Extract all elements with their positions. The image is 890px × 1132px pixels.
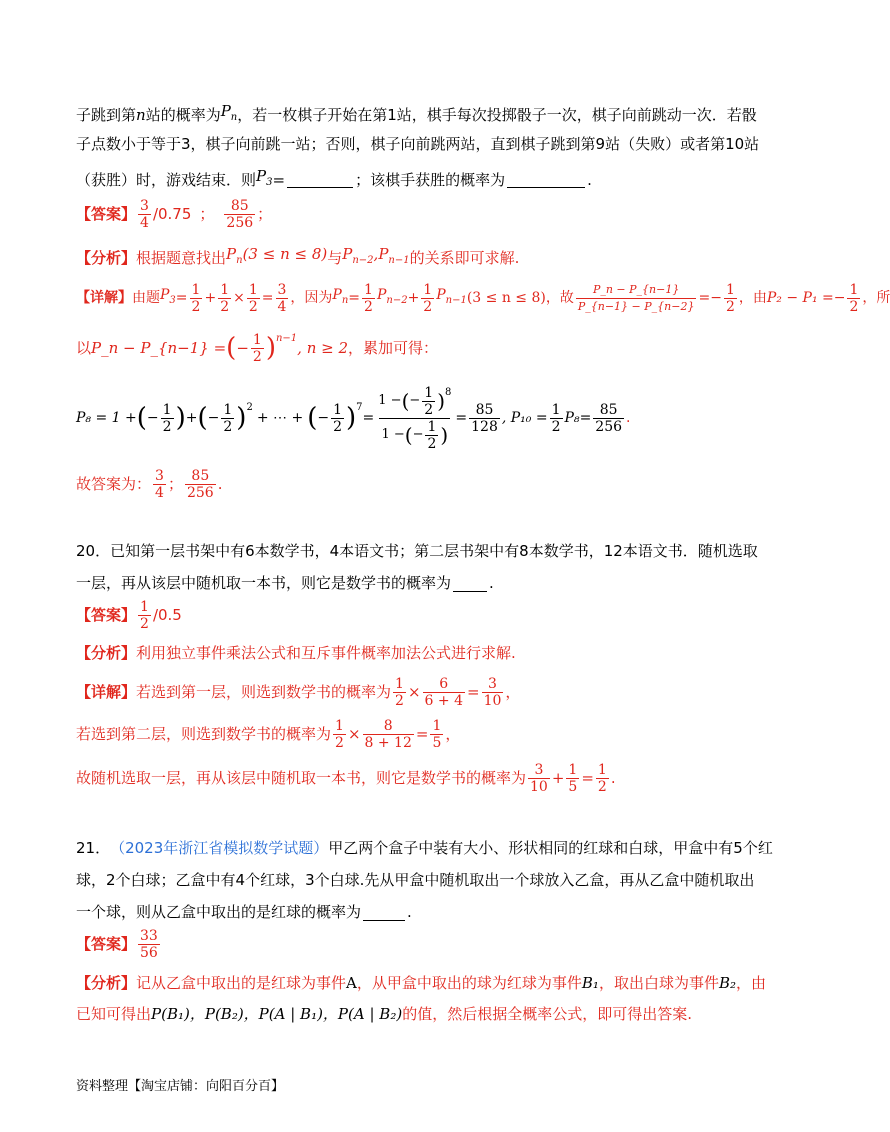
answer-tag: 【答案】 — [76, 935, 137, 953]
math-p3: $P_3$ — [256, 167, 273, 188]
text: . — [626, 410, 631, 426]
text: 一层，再从该层中随机取一本书，则它是数学书的概率为 — [76, 574, 452, 592]
text: ； — [257, 205, 273, 223]
q19-detail-line1 — [76, 280, 890, 316]
paren: ( — [136, 403, 147, 433]
q19-line1 — [76, 100, 757, 129]
text: ， — [505, 683, 521, 701]
math: B₁ — [581, 974, 599, 992]
q20-detail-line2 — [76, 716, 726, 752]
math: + — [185, 410, 198, 426]
fraction: $\frac{1}{2}$ — [191, 281, 201, 315]
math: = — [261, 290, 274, 306]
text: 若选到第二层，则选到数学书的概率为 — [76, 725, 332, 743]
fraction: $\frac{1}{2}$ — [220, 281, 230, 315]
fraction: $\frac{3}{4}$ — [140, 197, 149, 231]
fraction: $\frac{1}{2}$ — [597, 761, 607, 795]
q20-detail-line3 — [76, 760, 726, 796]
paren: ) — [346, 403, 357, 433]
fraction: $\frac{1}{2}$ — [248, 281, 258, 315]
detail-tag: 【详解】 — [76, 290, 132, 306]
fraction: $\frac{1}{5}$ — [432, 717, 442, 751]
math: × — [407, 683, 421, 701]
q20-line2 — [76, 572, 726, 594]
fraction: $\frac{85}{128}$ — [471, 401, 498, 435]
fraction: $\frac{3}{10}$ — [483, 675, 502, 709]
math: + — [407, 290, 420, 306]
fraction: $\frac{1}{2}$ — [725, 281, 735, 315]
fraction: $\frac{3}{4}$ — [277, 281, 287, 315]
fraction: $\frac{1}{5}$ — [568, 761, 578, 795]
math: = — [581, 769, 594, 787]
detail-tag: 【详解】 — [76, 683, 137, 701]
math: , P₁₀ = — [501, 410, 548, 426]
math: $P_{n-1}$ — [436, 287, 467, 306]
text: ，若一枚棋子开始在第1站，棋手每次投掷骰子一次，棋子向前跳动一次．若骰 — [237, 105, 757, 124]
math: − — [236, 339, 249, 357]
text: . — [407, 903, 412, 921]
math: − — [710, 290, 722, 306]
fraction: $\frac{85}{256}$ — [595, 401, 623, 435]
fraction: $\frac{P\_n - P\_\{n-1\}}{P\_\{n-1\} - P\_\{n-2\}}$ — [577, 282, 695, 313]
answer-tag: 【答案】 — [76, 205, 137, 223]
math: A — [346, 974, 357, 992]
fraction: $\frac{3}{4}$ — [155, 467, 164, 501]
math: P₂ − P₁ = — [766, 290, 834, 306]
math-n: n — [136, 105, 146, 124]
paren: ) — [265, 333, 276, 363]
math: , n ≥ 2 — [297, 339, 349, 357]
equals: = — [272, 170, 286, 189]
math: × — [347, 725, 361, 743]
q20-analysis — [76, 642, 726, 664]
text: ，故 — [545, 290, 574, 306]
q20-answer — [76, 598, 726, 632]
q20-line1: 20．已知第一层书架中有6本数学书，4本语文书；第二层书架中有8本数学书，12本语文书．随机选取 — [76, 542, 758, 560]
math: P(B₁)，P(B₂)，P(A | B₁)，P(A | B₂) — [151, 1005, 403, 1023]
fraction: $\frac{1}{2}$ — [364, 281, 373, 315]
analysis-tag: 【分析】 — [76, 974, 137, 992]
text: 站的概率为 — [145, 105, 221, 124]
text: 利用独立事件乘法公式和互斥事件概率加法公式进行求解. — [136, 644, 516, 662]
exponent: 2 — [246, 402, 253, 413]
q19-line2: 子点数小于等于3，棋子向前跳一站；否则，棋子向前跳两站，直到棋子跳到第9站（失败）或者第10站 — [76, 135, 760, 153]
fraction: $\frac{1}{2}$ — [551, 401, 561, 435]
text: ，由 — [736, 974, 767, 992]
fraction: $\frac{85}{256}$ — [186, 467, 214, 501]
math: + — [551, 769, 565, 787]
math: + — [204, 290, 217, 306]
exponent: 7 — [356, 402, 363, 413]
big-fraction: 1 − ( − $\frac{1}{2}$ ) $^8$ 1 − ( − $\frac{1}{2}$ ) — [378, 384, 452, 452]
fraction: $\frac{1}{2}$ — [252, 331, 262, 365]
paren: ( — [226, 333, 237, 363]
analysis-tag: 【分析】 — [76, 248, 137, 267]
fraction: $\frac{1}{2}$ — [335, 717, 344, 751]
text: 的关系即可求解. — [409, 248, 520, 267]
q21-answer — [76, 926, 726, 962]
text: ；该棋手获胜的概率为 — [355, 170, 506, 189]
text: . — [610, 769, 616, 787]
paren: ( — [307, 403, 318, 433]
text: 故答案为： — [76, 475, 152, 493]
q19-p8-formula — [76, 383, 726, 453]
question-number: 21． — [76, 839, 111, 857]
q19-analysis — [76, 243, 726, 272]
text: 的值，然后根据全概率公式，即可得出答案. — [402, 1005, 692, 1023]
answer-blank — [507, 171, 585, 188]
analysis-tag: 【分析】 — [76, 644, 137, 662]
text: 根据题意找出 — [136, 248, 227, 267]
math: P₈ = 1 + — [76, 410, 137, 426]
fraction: $\frac{1}{2}$ — [140, 598, 149, 632]
math: − — [317, 410, 330, 426]
fraction: $\frac{8}{8 + 12}$ — [364, 717, 412, 751]
text: （获胜）时，游戏结束．则 — [76, 170, 257, 189]
text: ，所 — [862, 290, 890, 306]
math: = — [362, 410, 375, 426]
math: = — [175, 290, 188, 306]
paren: ) — [175, 403, 186, 433]
text: ，因为 — [290, 290, 333, 306]
fraction: $\frac{33}{56}$ — [140, 927, 158, 961]
answer-blank — [453, 575, 487, 592]
math: B₂ — [718, 974, 736, 992]
math: (3 ≤ n ≤ 8) — [466, 290, 546, 306]
paren: ) — [236, 403, 247, 433]
q19-answer — [76, 198, 726, 230]
q19-line3 — [76, 165, 726, 194]
text: 以 — [76, 339, 92, 357]
paren: ( — [197, 403, 208, 433]
text: 与 — [327, 248, 343, 267]
q21-line2: 球，2个白球；乙盒中有4个红球，3个白球.先从甲盒中随机取出一个球放入乙盒，再从乙盒中随机取出 — [76, 871, 755, 889]
source-label: （2023年浙江省模拟数学试题） — [110, 839, 329, 857]
math: $P_{n-2}$ — [376, 287, 408, 306]
text: 一个球，则从乙盒中取出的是红球的概率为 — [76, 903, 362, 921]
text: ，从甲盒中取出的球为红球为事件 — [356, 974, 582, 992]
text: /0.5 — [152, 606, 182, 624]
text: 记从乙盒中取出的是红球为事件 — [136, 974, 347, 992]
q19-detail-line2 — [76, 328, 726, 368]
q21-line1 — [76, 837, 773, 859]
text: 甲乙两个盒子中装有大小、形状相同的红球和白球，甲盒中有5个红 — [328, 839, 773, 857]
math-pn: $P_n$ — [220, 102, 238, 123]
text: ； — [167, 475, 183, 493]
math: + ⋯ + — [256, 410, 304, 426]
fraction: $\frac{1}{2}$ — [162, 401, 172, 435]
q21-line3 — [76, 901, 726, 923]
math: $P_3$ — [160, 287, 176, 306]
text: ， — [445, 725, 461, 743]
answer-tag: 【答案】 — [76, 606, 137, 624]
text: ； — [199, 205, 215, 223]
text: /0.75 — [152, 205, 192, 223]
exponent: n−1 — [275, 333, 298, 344]
text: 故随机选取一层，再从该层中随机取一本书，则它是数学书的概率为 — [76, 769, 527, 787]
fraction: $\frac{6}{6 + 4}$ — [424, 675, 463, 709]
math: × — [233, 290, 245, 306]
text: . — [587, 170, 592, 189]
answer-blank — [287, 171, 353, 188]
q21-analysis-line2 — [76, 1003, 726, 1025]
math: $P_{n-2},P_{n-1}$ — [342, 245, 410, 266]
fraction: $\frac{1}{2}$ — [223, 401, 233, 435]
text: 由题 — [132, 290, 160, 306]
text: 已知可得出 — [76, 1005, 152, 1023]
text: . — [217, 475, 223, 493]
math: = — [348, 290, 361, 306]
q19-final — [76, 468, 726, 500]
math: $P_n(3 \le n \le 8)$ — [226, 245, 328, 266]
text: ，取出白球为事件 — [598, 974, 719, 992]
math: = — [698, 290, 711, 306]
footer-note: 资料整理【淘宝店铺：向阳百分百】 — [76, 1079, 285, 1094]
fraction: $\frac{3}{10}$ — [530, 761, 548, 795]
q21-analysis — [76, 972, 767, 994]
math: P_n − P_{n−1} = — [91, 339, 227, 357]
fraction: $\frac{85}{256}$ — [226, 197, 254, 231]
fraction: $\frac{1}{2}$ — [395, 675, 404, 709]
math: = — [415, 725, 429, 743]
fraction: $\frac{1}{2}$ — [423, 281, 433, 315]
math: P₈ — [564, 410, 580, 426]
math: = — [579, 410, 592, 426]
math: $P_n$ — [332, 287, 349, 306]
fraction: $\frac{1}{2}$ — [849, 281, 859, 315]
text: 子跳到第 — [76, 105, 137, 124]
math: = — [455, 410, 468, 426]
fraction: $\frac{1}{2}$ — [333, 401, 342, 435]
answer-blank — [363, 904, 405, 921]
math: − — [207, 410, 220, 426]
math: − — [833, 290, 846, 306]
text: ，由 — [738, 290, 767, 306]
q20-detail-line1 — [76, 674, 726, 710]
text: 若选到第一层，则选到数学书的概率为 — [136, 683, 392, 701]
text: . — [489, 574, 494, 592]
math: − — [146, 410, 159, 426]
math: = — [466, 683, 480, 701]
text: ，累加可得： — [348, 339, 439, 357]
